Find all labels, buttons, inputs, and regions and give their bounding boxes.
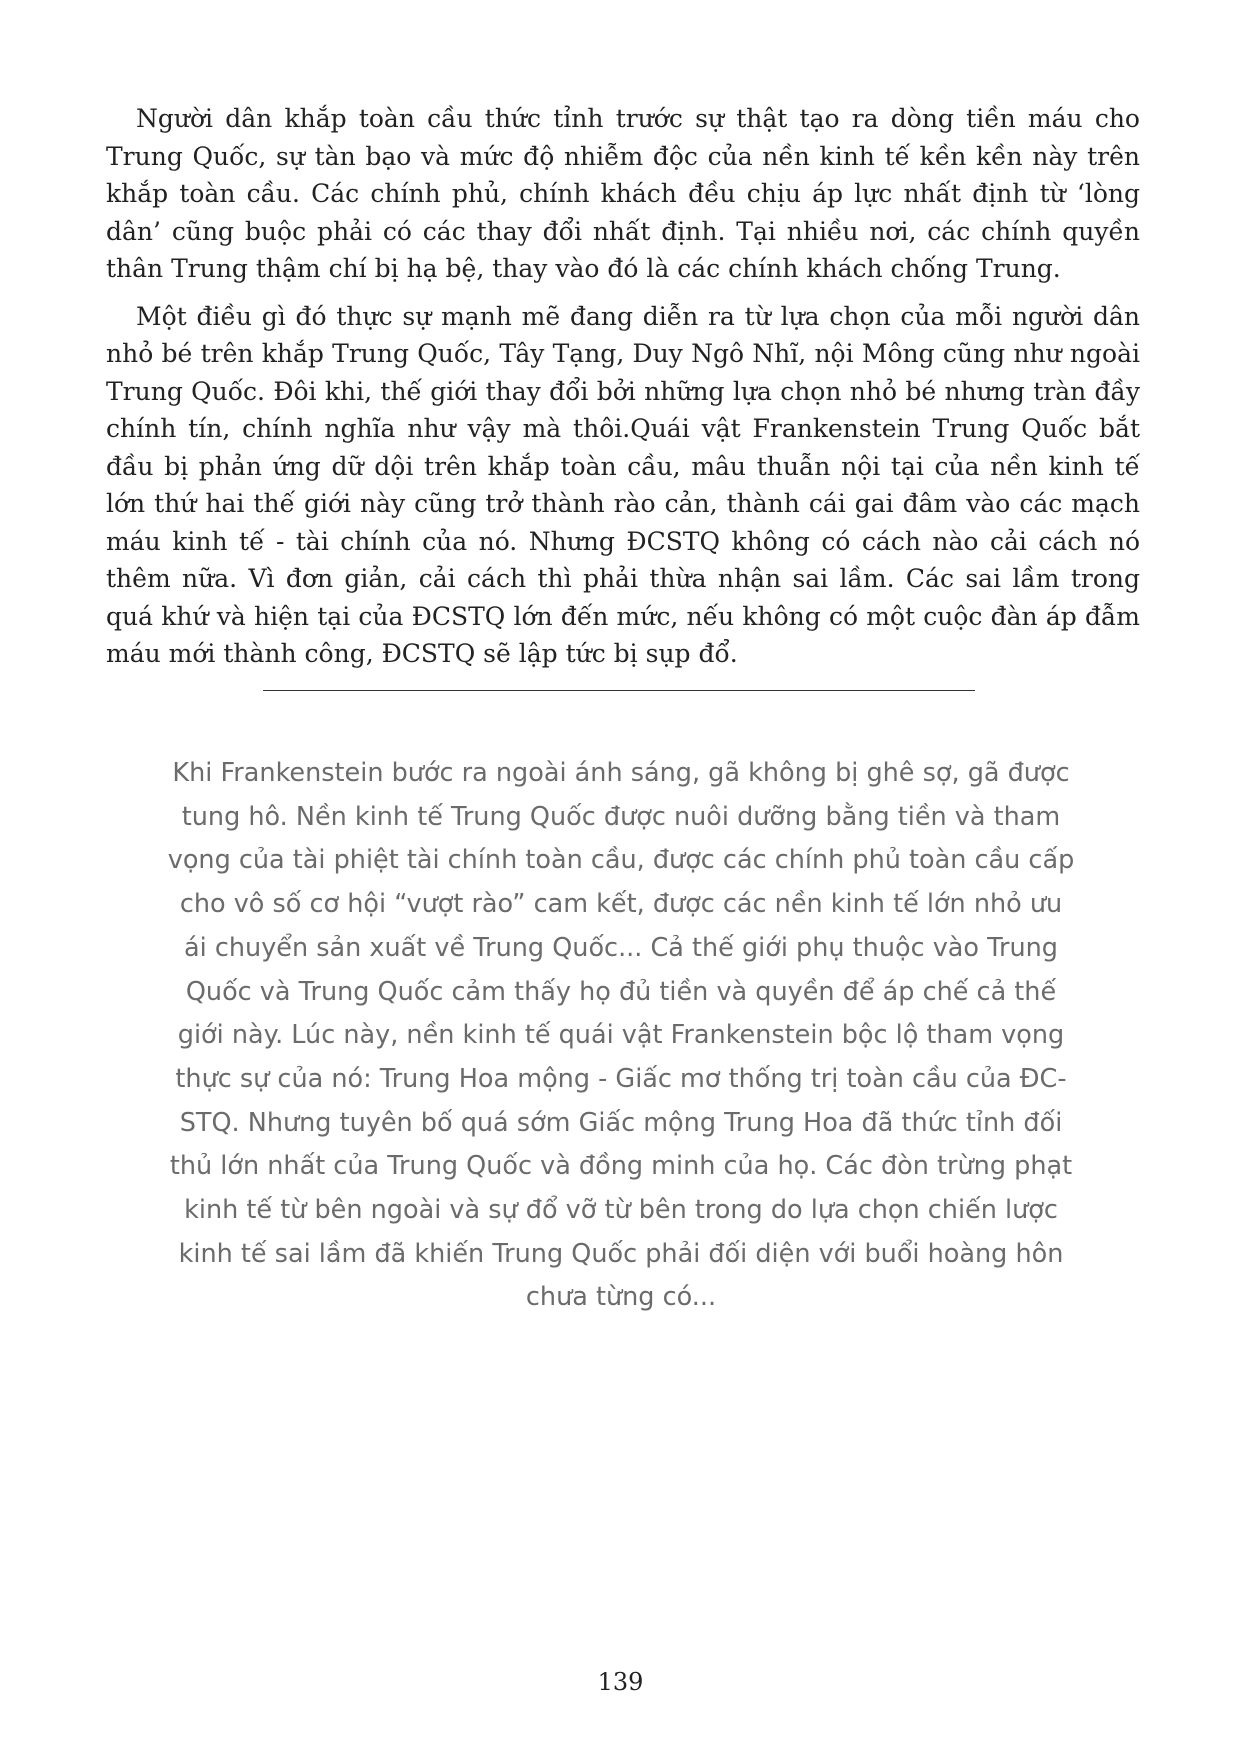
section-separator bbox=[263, 690, 975, 691]
body-paragraph-1: Người dân khắp toàn cầu thức tỉnh trước sự thật tạo ra dòng tiền máu cho Trung Quốc, sự tàn bạo và mức độ nhiễm độc của nền kinh tế kền kền này trên khắp toàn cầu. Các chính phủ, chính khách đều chịu áp lực nhất định từ ‘lòng dân’ cũng buộc phải có các thay đổi nhất định. Tại nhiều nơi, các chính quyền thân Trung thậm chí bị hạ bệ, thay vào đó là các chính khách chống Trung. bbox=[106, 104, 1140, 283]
body-text bbox=[106, 100, 1140, 683]
pull-quote: Khi Frankenstein bước ra ngoài ánh sáng, gã không bị ghê sợ, gã được tung hô. Nền kinh tế Trung Quốc được nuôi dưỡng bằng tiền và tham vọng của tài phiệt tài chính toàn cầu, được các chính phủ toàn cầu cấp cho vô số cơ hội “vượt rào” cam kết, được các nền kinh tế lớn nhỏ ưu ái chuyển sản xuất về Trung Quốc... Cả thế giới phụ thuộc vào Trung Quốc và Trung Quốc cảm thấy họ đủ tiền và quyền để áp chế cả thế giới này. Lúc này, nền kinh tế quái vật Frankenstein bộc lộ tham vọng thực sự của nó: Trung Hoa mộng - Giấc mơ thống trị toàn cầu của ĐC-STQ. Nhưng tuyên bố quá sớm Giấc mộng Trung Hoa đã thức tỉnh đối thủ lớn nhất của Trung Quốc và đồng minh của họ. Các đòn trừng phạt kinh tế từ bên ngoài và sự đổ vỡ từ bên trong do lựa chọn chiến lược kinh tế sai lầm đã khiến Trung Quốc phải đối diện với buổi hoàng hôn chưa từng có... bbox=[167, 758, 1075, 1313]
body-paragraph-2: Một điều gì đó thực sự mạnh mẽ đang diễn ra từ lựa chọn của mỗi người dân nhỏ bé trên khắp Trung Quốc, Tây Tạng, Duy Ngô Nhĩ, nội Mông cũng như ngoài Trung Quốc. Đôi khi, thế giới thay đổi bởi những lựa chọn nhỏ bé nhưng tràn đầy chính tín, chính nghĩa như vậy mà thôi.Quái vật Frankenstein Trung Quốc bắt đầu bị phản ứng dữ dội trên khắp toàn cầu, mâu thuẫn nội tại của nền kinh tế lớn thứ hai thế giới này cũng trở thành rào cản, thành cái gai đâm vào các mạch máu kinh tế - tài chính của nó. Nhưng ĐCSTQ không có cách nào cải cách nó thêm nữa. Vì đơn giản, cải cách thì phải thừa nhận sai lầm. Các sai lầm trong quá khứ và hiện tại của ĐCSTQ lớn đến mức, nếu không có một cuộc đàn áp đẫm máu mới thành công, ĐCSTQ sẽ lập tức bị sụp đổ. bbox=[106, 301, 1140, 668]
page-number: 139 bbox=[597, 1668, 644, 1696]
